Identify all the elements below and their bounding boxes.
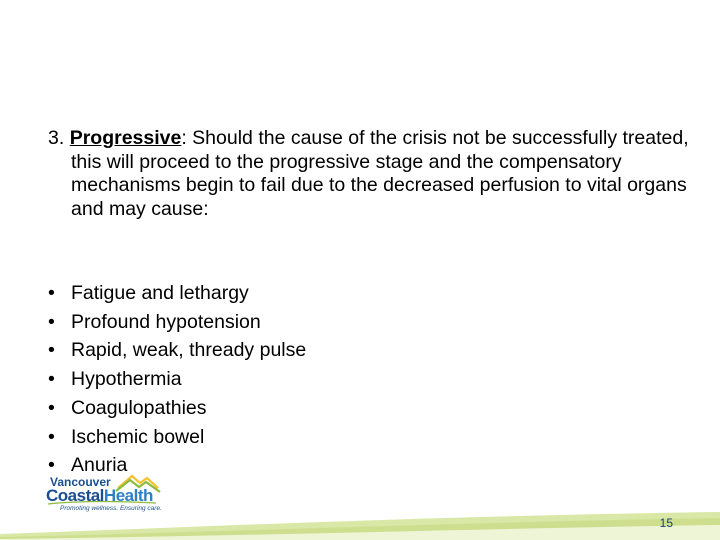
list-item	[48, 423, 306, 452]
bullet-symbol: •	[48, 425, 55, 448]
bullet-list	[48, 279, 306, 480]
list-item	[48, 336, 306, 365]
bullet-text: Rapid, weak, thready pulse	[71, 339, 307, 362]
bullet-text: Fatigue and lethargy	[71, 282, 249, 304]
logo-line1: Vancouver	[50, 475, 111, 489]
logo-line2a: Coastal	[46, 486, 104, 505]
bullet-text: Coagulopathies	[71, 396, 207, 419]
logo-line2b: Health	[103, 486, 153, 505]
vch-logo	[46, 474, 176, 514]
footer-stripe	[0, 510, 720, 540]
point-term: Progressive	[69, 127, 182, 149]
bullet-text: Ischemic bowel	[71, 425, 205, 448]
list-item	[48, 365, 306, 394]
bullet-text: Profound hypotension	[71, 310, 261, 333]
list-item	[48, 279, 306, 308]
bullet-symbol: •	[48, 282, 55, 304]
bullet-symbol: •	[48, 368, 55, 391]
bullet-text: Hypothermia	[71, 368, 182, 391]
logo-line2	[46, 486, 153, 506]
point-paragraph	[48, 127, 711, 221]
point-number: 3.	[48, 127, 65, 149]
bullet-symbol: •	[48, 454, 55, 477]
page-number: 15	[659, 516, 673, 530]
point-text: : Should the cause of the crisis not be successfully treated, this will proceed to the progressive stage and the compensatory mechanisms begin to fail due to the decreased perfusion to vital organs and may cause:	[71, 127, 689, 220]
bullet-symbol: •	[48, 396, 55, 419]
bullet-text: Anuria	[71, 454, 128, 477]
logo-tagline: Promoting wellness. Ensuring care.	[60, 505, 162, 512]
bullet-symbol: •	[48, 339, 55, 362]
list-item	[48, 394, 306, 423]
list-item	[48, 308, 306, 337]
bullet-symbol: •	[48, 310, 55, 333]
